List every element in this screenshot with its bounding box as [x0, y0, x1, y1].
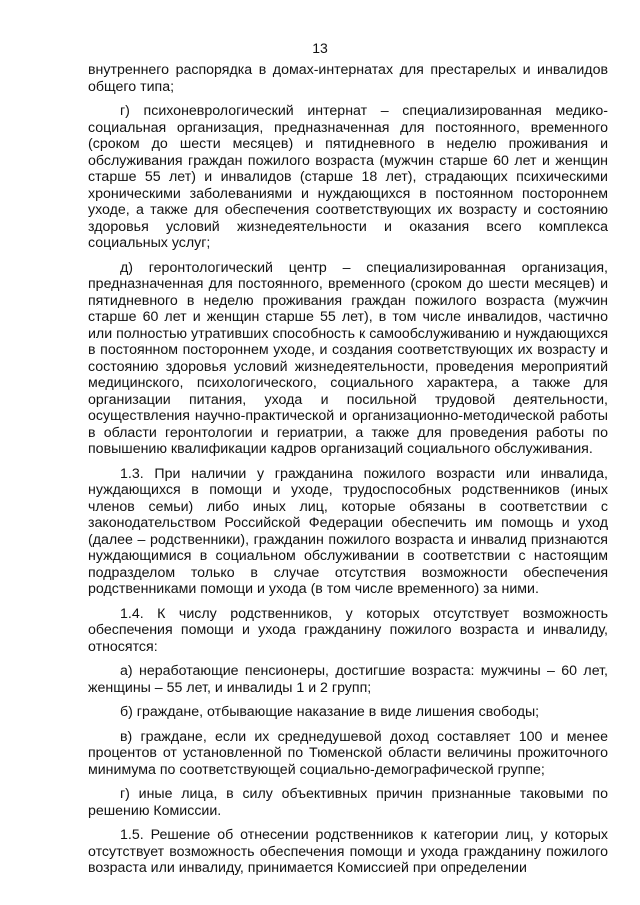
- paragraph-continuation: внутреннего распорядка в домах-интернатах для престарелых и инвалидов общего типа;: [88, 62, 608, 95]
- paragraph-1-3: 1.3. При наличии у гражданина пожилого возрасти или инвалида, нуждающихся в помощи и уходе, трудоспособных родственников (иных членов семьи) либо иных лиц, которые обязаны в соответствии с законодательством Российской Федерации обеспечить им помощь и уход (далее – родственники), гражданин пожилого возраста и инвалид признаются нуждающимися в социальном обслуживании в соответствии с настоящим подразделом только в случае отсутствия возможности обеспечения родственниками помощи и ухода (в том числе временного) за ними.: [88, 465, 608, 597]
- paragraph-item-d-gerontological: д) геронтологический центр – специализированная организация, предназначенная для постоянного, временного (сроком до шести месяцев) и пятидневного в неделю проживания граждан пожилого возраста (мужчин старше 60 лет и женщин старше 55 лет), в том числе инвалидов, частично или полностью утративших способность к самообслуживанию и нуждающихся в постоянном постороннем уходе, и создания соответствующих их возрасту и состоянию здоровья условий жизнедеятельности, проведения мероприятий медицинского, психологического, социального характера, а также для организации питания, ухода и посильной трудовой деятельности, осуществления научно-практической и организационно-методической работы в области геронтологии и гериатрии, а также для проведения работы по повышению квалификации кадров организаций социального обслуживания.: [88, 259, 608, 457]
- paragraph-1-4-a: а) неработающие пенсионеры, достигшие возраста: мужчины – 60 лет, женщины – 55 лет, и инвалиды 1 и 2 групп;: [88, 663, 608, 696]
- paragraph-1-4-b: б) граждане, отбывающие наказание в виде лишения свободы;: [120, 704, 540, 720]
- paragraph-1-5: 1.5. Решение об отнесении родственников к категории лиц, у которых отсутствует возможность обеспечения помощи и ухода гражданину пожилого возраста или инвалиду, принимается Комиссией при определении: [88, 827, 608, 876]
- page-number: 13: [312, 40, 328, 56]
- document-body: [88, 62, 608, 885]
- paragraph-1-4-v: в) граждане, если их среднедушевой доход составляет 100 и менее процентов от установленной по Тюменской области величины прожиточного минимума по соответствующей социально-демографической группе;: [88, 728, 608, 778]
- paragraph-1-4: 1.4. К числу родственников, у которых отсутствует возможность обеспечения помощи и ухода гражданину пожилого возраста и инвалиду, относятся:: [88, 605, 608, 655]
- paragraph-1-4-g: г) иные лица, в силу объективных причин признанные таковыми по решению Комиссии.: [88, 786, 608, 819]
- paragraph-item-g-psychoneurological: г) психоневрологический интернат – специализированная медико-социальная организация, предназначенная для постоянного, временного (сроком до шести месяцев) и пятидневного в неделю проживания и обслуживания граждан пожилого возраста (мужчин старше 60 лет и женщин старше 55 лет) и инвалидов (старше 18 лет), страдающих психическими хроническими заболеваниями и нуждающихся в постоянном постороннем уходе, а также для обеспечения соответствующих их возрасту и состоянию здоровья условий жизнедеятельности и оказания всего комплекса социальных услуг;: [88, 103, 608, 251]
